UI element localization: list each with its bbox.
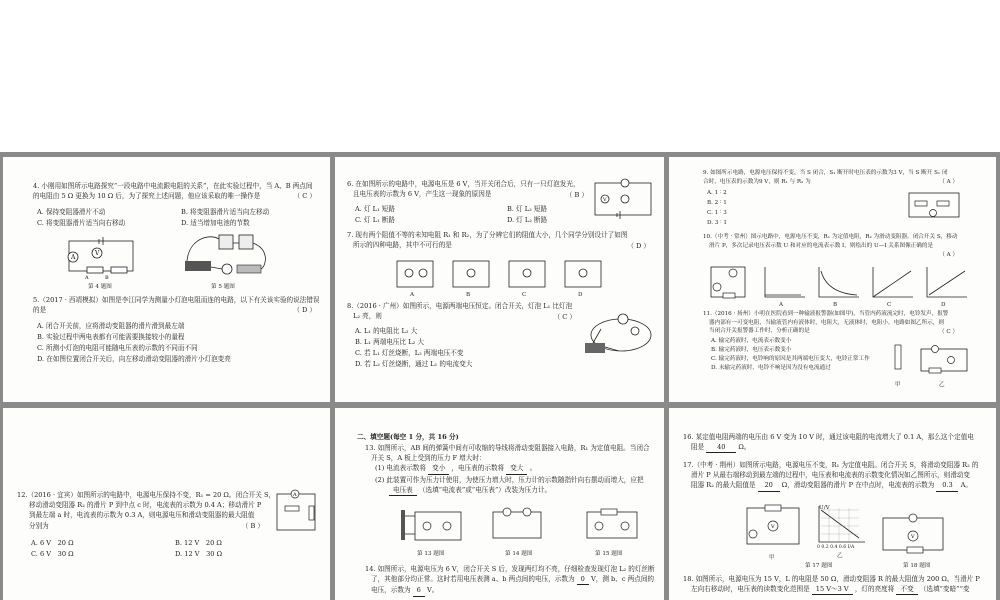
option-label: B — [466, 292, 471, 298]
svg-text:A: A — [71, 254, 76, 261]
question-text: ，灯的亮度将 — [854, 585, 895, 594]
figure-caption: 第 5 题图 — [211, 284, 235, 290]
svg-text:V: V — [911, 534, 915, 540]
answer-mark: （ C ） — [553, 313, 576, 321]
svg-text:A: A — [85, 275, 89, 281]
worksheet-page-3 — [669, 157, 996, 402]
answer-mark: （ A ） — [939, 179, 958, 185]
option: B. 将变阻器滑片适当向左移动 — [181, 208, 270, 216]
option: C. 1 ∶ 3 — [707, 210, 727, 216]
option: A. 输完药液时，电流表示数变小 — [711, 338, 792, 344]
question-text: 且电压表的示数为 6 V，产生这一现象的原因是 — [353, 190, 492, 199]
question-text: 5.（2017 · 西靖模拟）如图是李江同学为测量小灯泡电阻而连的电路，以下有关该实验的说法错误 — [33, 296, 320, 304]
answer-mark: （ C ） — [938, 329, 958, 335]
option: A. 6 V 20 Ω — [31, 539, 74, 547]
option-label: C — [522, 292, 527, 298]
answer-blank: 电压表 — [389, 485, 417, 496]
circuit-diagram-q18 — [881, 516, 947, 556]
question-text: （选填“变暗”“变 — [919, 585, 970, 594]
answer-mark: （ D ） — [293, 306, 316, 314]
svg-text:A: A — [293, 492, 297, 498]
option: B. 输完药液时，电压表示数变小 — [711, 347, 792, 353]
figure-caption: 第 14 题图 — [505, 551, 533, 557]
question-text: 左向右移动时，电压表的读数变化范围是 — [691, 585, 810, 594]
option: A. 1 ∶ 2 — [707, 190, 727, 196]
worksheet-page-5 — [335, 408, 664, 600]
question-text: 16. 某定值电阻两端的电压由 6 V 变为 10 V 时，通过该电阻的电流增大了 0.1 A，那么这个定值电 — [683, 433, 974, 441]
question-text: 开关 S，A 板上受到的压力 F 增大时： — [371, 454, 486, 463]
question-text: 阻是 — [691, 443, 705, 452]
svg-text:V: V — [771, 524, 775, 530]
circuit-photo-q8 — [579, 307, 655, 361]
circuit-diagram-q15 — [585, 508, 641, 542]
option: B. 灯 L₂ 短路 — [507, 205, 548, 213]
question-text: 6. 在如图所示的电路中，电源电压是 6 V，当开关闭合后，只有一只灯泡发光， — [347, 180, 580, 188]
figure-caption: 甲 — [769, 555, 775, 561]
circuit-diagram-q12 — [275, 492, 319, 536]
option-label: D — [578, 292, 583, 298]
question-text: Ω，滑动变阻器的滑片 P 在中点时，电流表的示数为 — [781, 481, 935, 490]
figure-caption: 乙 — [939, 382, 945, 388]
answer-blank: 20 — [758, 480, 780, 491]
svg-text:V: V — [603, 197, 607, 203]
question-text: A。 — [960, 481, 972, 490]
option: B. 实验过程中两电表都有可能需要换接较小的量程 — [37, 333, 185, 341]
question-text: 滑片 P 从最右端移动到最左端的过程中，电压表和电流表的示数变化情况如乙图所示，则滑动变 — [691, 471, 970, 480]
option: A. 保持变阻器滑片不动 — [37, 208, 106, 216]
figure-caption: 第 18 题图 — [903, 563, 931, 569]
option: D. 适当增加电池的节数 — [181, 219, 250, 227]
question-text: 合时，电压表的示数为9 V，则 R₁ 与 R₂ 为 — [703, 178, 811, 185]
question-13 — [335, 443, 664, 496]
question-text: 17.（中考 · 荆州）如图所示电路，电源电压不变，R₁ 为定值电阻。闭合开关 S，将滑动变阻器 R₂ 的 — [683, 461, 979, 469]
axis-ticks: 0 0.2 0.4 0.6 I/A — [817, 545, 855, 550]
figure-caption: 第 4 题图 — [88, 284, 112, 290]
figure-caption: 第 15 题图 — [595, 551, 623, 557]
answer-blank: 0 — [577, 574, 589, 585]
worksheet-page-4 — [3, 408, 330, 600]
circuit-diagram-q11 — [891, 343, 971, 379]
question-text: 了，其他部分均正常。这时若用电压表测 a、b 两点间的电压，示数为 — [371, 575, 575, 584]
question-text: 13. 如图所示，AB 间的弹簧中间有可收缩的导线将滑动变阻器接入电路，R₁ 为定值电阻。当闭合 — [365, 444, 650, 452]
option: C. 将变阻器滑片适当向右移动 — [37, 219, 126, 227]
option: A. L₁ 的电阻比 L₂ 大 — [355, 327, 418, 335]
question-text: V，测 b、c 两点间的 — [590, 575, 655, 584]
question-10 — [669, 233, 996, 258]
svg-text:B: B — [105, 275, 109, 281]
question-text: (2) 此装置可作为压力计使用，为使压力增大时，压力计的示数随指针向右摆动而增大，应把 — [375, 475, 644, 484]
answer-mark: （ D ） — [627, 242, 650, 250]
question-text: 12.（2016 · 宜宾）如图所示的电路中，电源电压保持不变，R₁ = 20 Ω。闭合开关 S， — [17, 491, 276, 499]
answer-blank: 6 — [413, 585, 425, 596]
question-16 — [669, 432, 996, 453]
ui-graphs-q10 — [761, 265, 971, 301]
option-label: B — [833, 302, 838, 308]
option: A. 灯 L₁ 短路 — [355, 205, 395, 213]
question-text: 的电阻由 5 Ω 更换为 10 Ω 后，为了探究上述问题，他应该采取的唯一操作是 — [33, 192, 261, 201]
option: D. 3 ∶ 1 — [707, 220, 727, 226]
circuit-diagram-q10 — [709, 263, 749, 303]
option: C. 若 L₁ 灯丝烧断，L₂ 两端电压不变 — [355, 349, 464, 357]
option: C. 所测小灯泡的电阻可能随电压表的示数的不同而不同 — [37, 344, 198, 352]
question-text: 7. 现有两个阻值不等的未知电阻 R₁ 和 R₂，为了分辨它们的阻值大小，几个同学分别设计了如图 — [347, 231, 628, 239]
answer-mark: （ B ） — [241, 522, 264, 530]
option: B. 2 ∶ 1 — [707, 200, 727, 206]
question-text: 器内部有一可变电阻，当输液管内有液体时，电阻大，无液体时，电阻小，电路如图乙所示，则 — [709, 319, 944, 326]
option: B. 12 V 20 Ω — [175, 539, 222, 547]
option: C. 灯 L₁ 断路 — [355, 216, 395, 224]
question-text: ，电压表的示数将 — [451, 464, 505, 473]
question-text: 当闭合开关报警器工作时，分析正确的是 — [709, 328, 810, 335]
option: D. 12 V 30 Ω — [175, 550, 223, 558]
question-text: 11.（2016 · 扬州）小明在医院看到一种输液报警器(如图甲)，当管内药液流完时，电铃发声，报警 — [703, 311, 949, 317]
option-label: A — [779, 302, 784, 308]
question-text: V。 — [426, 586, 439, 595]
option-label: D — [941, 302, 946, 308]
circuit-photo-q5 — [179, 229, 275, 281]
question-text: Ω。 — [738, 443, 751, 452]
question-text: 10.（中考 · 常州）图示电路中，电源电压不变，R₁ 为定值电阻，R₂ 为滑动变阻器。闭合开关 S，移动 — [703, 234, 958, 240]
figure-caption: 甲 — [895, 382, 901, 388]
option-label: C — [887, 302, 892, 308]
question-text: 9. 如图所示电路，电源电压保持不变，当 S 闭合，S₁ 断开时电压表的示数为3 V，当 S 断开 S₁ 闭 — [703, 170, 948, 176]
answer-mark: （ A ） — [939, 252, 958, 258]
circuit-diagram-q4 — [65, 235, 139, 279]
question-text: 到最左端 a 时，电流表的示数为 0.3 A，则电源电压和滑动变阻器的最大阻值 — [29, 511, 255, 520]
question-17 — [669, 460, 996, 492]
answer-mark: （ C ） — [293, 192, 316, 200]
figure-caption: 第 13 题图 — [417, 551, 445, 557]
section-heading: 二、填空题(每空 1 分，共 16 分) — [357, 433, 459, 441]
question-text: 的是 — [33, 306, 47, 315]
circuit-diagram-q14 — [491, 510, 545, 542]
question-text: 14. 如图所示，电源电压为 6 V，闭合开关 S 后，发现两灯均不亮，仔细检查发现灯泡 L₂ 的灯丝断 — [365, 565, 655, 573]
question-text: （选填“电流表”或“电压表”）改装为压力计。 — [418, 485, 552, 494]
question-4 — [3, 181, 330, 227]
answer-blank: 15 V～3 V — [812, 584, 853, 595]
question-text: 滑片 P，多次记录电压表示数 U 和对应的电流表示数 I，则绘出的 U—I 关系图像正确的是 — [709, 242, 934, 249]
question-text: 移动滑动变阻器 R₂ 的滑片 P 到中点 c 时，电流表的示数为 0.4 A；移动滑片 P — [29, 501, 262, 510]
question-11 — [669, 310, 996, 371]
question-9 — [669, 169, 996, 226]
worksheet-page-6 — [669, 408, 996, 600]
option: D. 未输完药液时，电铃不响是因为没有电流通过 — [711, 365, 831, 371]
question-14 — [335, 564, 664, 597]
question-text: 电压，示数为 — [371, 586, 411, 595]
option: D. 在如图位置闭合开关后，向左移动滑动变阻器的滑片小灯泡变亮 — [37, 355, 231, 363]
question-text: 4. 小刚用如图所示电路探究“一段电路中电流跟电阻的关系”，在此实验过程中，当 A、B 两点间 — [33, 182, 313, 190]
question-5 — [3, 295, 330, 363]
option-label: A — [410, 292, 415, 298]
answer-blank: 不变 — [896, 584, 917, 595]
question-7 — [335, 230, 664, 250]
option: B. L₁ 两端电压比 L₂ 大 — [355, 338, 424, 346]
question-text: 分别为 — [29, 521, 49, 530]
circuit-diagram-q9 — [907, 191, 963, 221]
answer-blank: 40 — [706, 442, 736, 453]
question-text: 。 — [529, 464, 537, 473]
answer-blank: 变小 — [428, 463, 449, 474]
circuit-diagram-q6 — [593, 179, 655, 219]
gutter — [996, 152, 1000, 600]
answer-blank: 变大 — [506, 463, 527, 474]
axis-label: U/V — [819, 505, 830, 511]
option: D. 灯 L₂ 断路 — [507, 216, 548, 224]
question-18 — [669, 574, 996, 595]
option: C. 6 V 30 Ω — [31, 550, 74, 558]
option: A. 闭合开关前，应将滑动变阻器的滑片滑到最左端 — [37, 322, 185, 330]
question-text: (1) 电流表示数将 — [375, 464, 426, 473]
worksheet-page-1 — [3, 157, 330, 402]
question-text: L₂ 亮，则 — [353, 312, 382, 321]
worksheet-page-2 — [335, 157, 664, 402]
circuit-diagram-q13 — [395, 508, 465, 544]
svg-text:V: V — [95, 250, 100, 257]
circuit-diagram-q17 — [745, 504, 803, 554]
blank-top-area — [0, 0, 1000, 152]
figure-caption: 乙 — [837, 553, 843, 559]
question-text: 阻器 R₂ 的最大阻值是 — [691, 481, 756, 490]
question-text: 8.（2016 · 广州）如图所示，电源两端电压恒定。闭合开关，灯泡 L₁ 比灯泡 — [347, 302, 573, 310]
answer-blank: 0.3 — [936, 480, 958, 491]
option: D. 若 L₂ 灯丝烧断，通过 L₁ 的电流变大 — [355, 360, 473, 368]
option: C. 输完药液时，电铃响的原因是其两端电压变大，电铃正常工作 — [711, 356, 870, 362]
figure-caption: 第 17 题图 — [805, 563, 833, 569]
question-text: 18. 如图所示，电源电压为 15 V，L 的电阻是 50 Ω，滑动变阻器 R 的最大阻值为 200 Ω。当滑片 P — [683, 575, 980, 583]
answer-mark: （ B ） — [565, 191, 588, 199]
question-text: 所示的四种电路，其中不可行的是 — [353, 241, 452, 250]
